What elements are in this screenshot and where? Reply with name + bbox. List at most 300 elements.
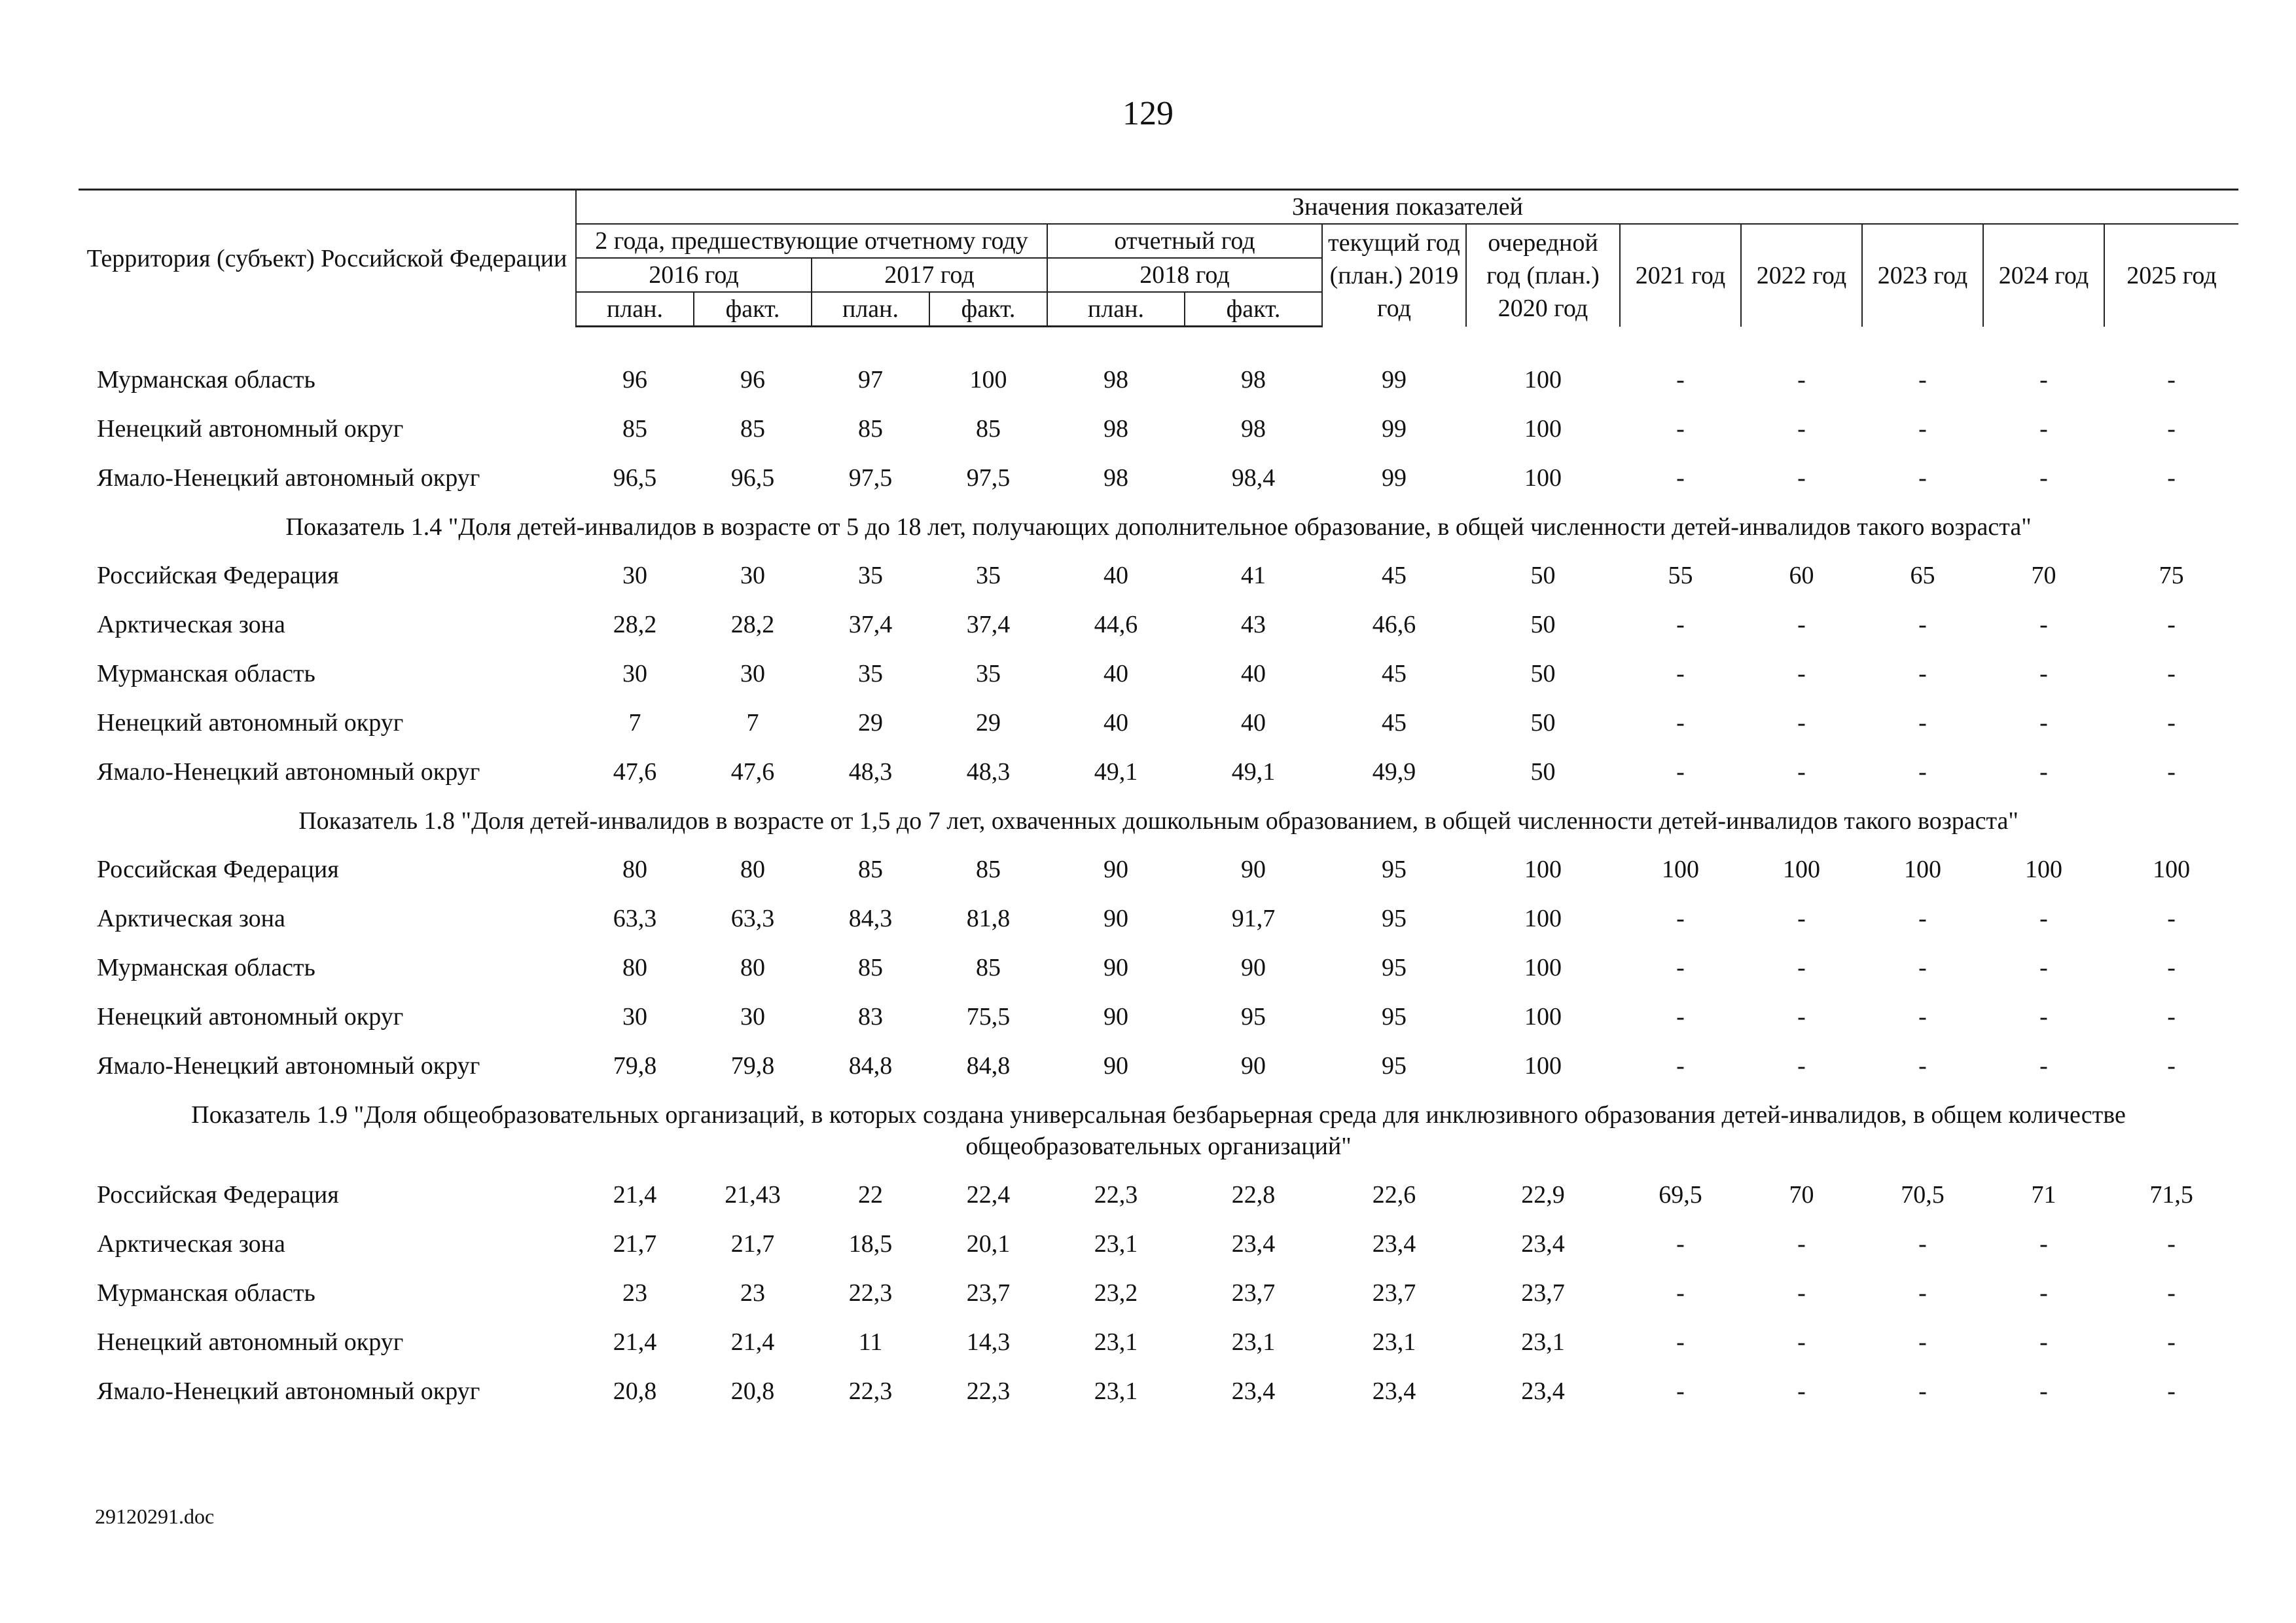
value-cell: -: [1797, 659, 1806, 687]
value-cell: 23,1: [1094, 1377, 1138, 1405]
value-cell: -: [1797, 1279, 1806, 1307]
value-cell: 99: [1382, 365, 1407, 393]
value-cell: -: [1918, 757, 1927, 786]
indicator-table: [79, 189, 2238, 1415]
value-cell: 49,1: [1094, 757, 1138, 786]
value-cell: -: [1918, 1377, 1927, 1405]
value-cell: 21,4: [613, 1328, 657, 1356]
value-cell: -: [1918, 464, 1927, 492]
value-cell: -: [1797, 757, 1806, 786]
value-cell: 23,7: [966, 1279, 1011, 1307]
value-cell: -: [1918, 365, 1927, 393]
value-cell: 98: [1103, 365, 1128, 393]
value-cell: -: [1797, 953, 1806, 981]
value-cell: 40: [1241, 659, 1266, 687]
value-cell: 80: [740, 953, 765, 981]
value-cell: -: [1918, 1230, 1927, 1258]
value-cell: -: [1676, 414, 1685, 443]
value-cell: 29: [858, 708, 883, 737]
value-cell: 90: [1103, 1051, 1128, 1080]
value-cell: 71,5: [2149, 1180, 2193, 1209]
value-cell: 90: [1103, 904, 1128, 932]
value-cell: 95: [1241, 1002, 1266, 1030]
territory-name: Российская Федерация: [97, 561, 339, 589]
value-cell: 98: [1241, 365, 1266, 393]
value-cell: 22,3: [1094, 1180, 1138, 1209]
plan-header: план.: [576, 292, 694, 327]
value-cell: 50: [1530, 757, 1556, 786]
indicator-title-row: [79, 796, 2238, 845]
indicator-title: Показатель 1.4 "Доля детей-инвалидов в возрасте от 5 до 18 лет, получающих дополнительное образование, в общей численности детей-инвалидов такого возраста": [285, 513, 2032, 541]
value-cell: 99: [1382, 464, 1407, 492]
preceding-years-header: 2 года, предшествующие отчетному году: [576, 224, 1047, 258]
value-cell: -: [1676, 708, 1685, 737]
value-cell: 98: [1103, 464, 1128, 492]
value-cell: 40: [1103, 659, 1128, 687]
value-cell: 100: [1524, 414, 1562, 443]
value-cell: -: [2039, 708, 2048, 737]
value-cell: 23,4: [1521, 1230, 1565, 1258]
territory-name: Ненецкий автономный округ: [97, 1002, 404, 1030]
table-row: [79, 355, 2238, 404]
value-cell: 96,5: [730, 464, 775, 492]
value-cell: 90: [1241, 1051, 1266, 1080]
value-cell: 95: [1382, 1051, 1407, 1080]
indicator-title: Показатель 1.8 "Доля детей-инвалидов в возрасте от 1,5 до 7 лет, охваченных дошкольным образованием, в общей численности детей-инвалидов такого возраста": [298, 807, 2018, 835]
value-cell: -: [1918, 904, 1927, 932]
value-cell: 21,4: [613, 1180, 657, 1209]
value-cell: -: [1676, 1230, 1685, 1258]
value-cell: 35: [976, 561, 1001, 589]
value-cell: -: [1797, 365, 1806, 393]
value-cell: -: [2039, 1051, 2048, 1080]
value-cell: 46,6: [1372, 610, 1416, 638]
value-cell: -: [1676, 757, 1685, 786]
value-cell: -: [1797, 464, 1806, 492]
value-cell: 20,8: [730, 1377, 775, 1405]
value-cell: 23,4: [1372, 1377, 1416, 1405]
value-cell: 81,8: [966, 904, 1011, 932]
territory-name: Мурманская область: [97, 953, 315, 981]
value-cell: -: [1797, 1230, 1806, 1258]
year-2016-header: 2016 год: [576, 258, 812, 292]
value-cell: 100: [1524, 1051, 1562, 1080]
territory-name: Арктическая зона: [97, 610, 285, 638]
value-cell: -: [1918, 1279, 1927, 1307]
value-cell: 85: [976, 414, 1001, 443]
value-cell: 21,7: [613, 1230, 657, 1258]
value-cell: 23,7: [1372, 1279, 1416, 1307]
value-cell: 49,9: [1372, 757, 1416, 786]
value-cell: 97,5: [966, 464, 1011, 492]
value-cell: 23: [740, 1279, 765, 1307]
value-cell: 35: [858, 659, 883, 687]
value-cell: 95: [1382, 1002, 1407, 1030]
territory-name: Ненецкий автономный округ: [97, 1328, 404, 1356]
value-cell: 55: [1668, 561, 1693, 589]
value-cell: 40: [1241, 708, 1266, 737]
value-cell: 90: [1241, 953, 1266, 981]
year-2021-header: 2021 год: [1620, 224, 1741, 327]
value-cell: 84,8: [848, 1051, 893, 1080]
value-cell: 75: [2159, 561, 2184, 589]
value-cell: 90: [1103, 953, 1128, 981]
value-cell: 30: [740, 1002, 765, 1030]
value-cell: 22,3: [848, 1279, 893, 1307]
value-cell: 44,6: [1094, 610, 1138, 638]
value-cell: 23,7: [1231, 1279, 1276, 1307]
value-cell: 100: [1524, 953, 1562, 981]
table-row: [79, 1317, 2238, 1366]
value-cell: 85: [858, 855, 883, 883]
year-2025-header: 2025 год: [2104, 224, 2238, 327]
value-cell: -: [1676, 659, 1685, 687]
value-cell: 100: [1524, 1002, 1562, 1030]
value-cell: 90: [1103, 855, 1128, 883]
value-cell: 85: [740, 414, 765, 443]
value-cell: 84,8: [966, 1051, 1011, 1080]
value-cell: -: [1676, 610, 1685, 638]
value-cell: -: [1797, 610, 1806, 638]
table-row: [79, 894, 2238, 943]
table-row: [79, 1041, 2238, 1090]
value-cell: 23: [622, 1279, 647, 1307]
value-cell: 23,1: [1094, 1328, 1138, 1356]
indicator-title-row: [79, 1090, 2238, 1170]
plan-header: план.: [812, 292, 929, 327]
fact-header: факт.: [929, 292, 1047, 327]
year-2023-header: 2023 год: [1862, 224, 1983, 327]
value-cell: 28,2: [613, 610, 657, 638]
value-cell: 23,1: [1231, 1328, 1276, 1356]
value-cell: -: [1918, 1051, 1927, 1080]
value-cell: -: [2039, 1230, 2048, 1258]
value-cell: 100: [2153, 855, 2191, 883]
value-cell: 14,3: [966, 1328, 1011, 1356]
year-2018-header: 2018 год: [1047, 258, 1322, 292]
value-cell: -: [2167, 1051, 2176, 1080]
value-cell: 22,3: [848, 1377, 893, 1405]
value-cell: -: [2039, 953, 2048, 981]
table-header: [79, 189, 2238, 327]
value-cell: 21,4: [730, 1328, 775, 1356]
fact-header: факт.: [694, 292, 812, 327]
table-row: [79, 600, 2238, 649]
value-cell: 30: [740, 561, 765, 589]
value-cell: 23,1: [1094, 1230, 1138, 1258]
territory-name: Ямало-Ненецкий автономный округ: [97, 1051, 480, 1080]
territory-name: Ямало-Ненецкий автономный округ: [97, 464, 480, 492]
value-cell: 50: [1530, 659, 1556, 687]
table-row: [79, 992, 2238, 1041]
value-cell: 22,6: [1372, 1180, 1416, 1209]
value-cell: 48,3: [848, 757, 893, 786]
value-cell: 45: [1382, 708, 1407, 737]
value-cell: 47,6: [613, 757, 657, 786]
indicator-title-row: [79, 502, 2238, 551]
current-year-header: текущий год (план.) 2019 год: [1322, 224, 1466, 327]
value-cell: -: [2167, 757, 2176, 786]
territory-column-header: Территория (субъект) Российской Федерации: [79, 190, 576, 327]
value-cell: 22: [858, 1180, 883, 1209]
value-cell: 23,4: [1231, 1377, 1276, 1405]
value-cell: 71: [2031, 1180, 2056, 1209]
value-cell: 23,4: [1372, 1230, 1416, 1258]
value-cell: 45: [1382, 659, 1407, 687]
table-row: [79, 845, 2238, 894]
value-cell: 85: [976, 855, 1001, 883]
value-cell: 35: [858, 561, 883, 589]
value-cell: 100: [1524, 855, 1562, 883]
value-cell: 91,7: [1231, 904, 1276, 932]
value-cell: -: [1797, 1002, 1806, 1030]
value-cell: -: [1676, 1002, 1685, 1030]
value-cell: 100: [1524, 365, 1562, 393]
year-2024-header: 2024 год: [1983, 224, 2104, 327]
value-cell: 30: [622, 1002, 647, 1030]
value-cell: -: [2167, 1230, 2176, 1258]
value-cell: 95: [1382, 953, 1407, 981]
value-cell: -: [2039, 904, 2048, 932]
value-cell: -: [1918, 953, 1927, 981]
value-cell: 18,5: [848, 1230, 893, 1258]
table-row: [79, 404, 2238, 453]
value-cell: 40: [1103, 561, 1128, 589]
table-row: [79, 747, 2238, 796]
value-cell: 98,4: [1231, 464, 1276, 492]
value-cell: -: [2167, 1377, 2176, 1405]
value-cell: -: [1918, 1002, 1927, 1030]
territory-name: Российская Федерация: [97, 1180, 339, 1209]
value-cell: -: [1918, 1328, 1927, 1356]
value-cell: 70,5: [1901, 1180, 1945, 1209]
value-cell: 21,43: [725, 1180, 781, 1209]
table-row: [79, 943, 2238, 992]
value-cell: 30: [740, 659, 765, 687]
value-cell: 90: [1241, 855, 1266, 883]
territory-name: Ненецкий автономный округ: [97, 708, 404, 737]
value-cell: 100: [1783, 855, 1820, 883]
value-cell: -: [2039, 610, 2048, 638]
next-year-header: очередной год (план.) 2020 год: [1466, 224, 1620, 327]
value-cell: 83: [858, 1002, 883, 1030]
table-row: [79, 1366, 2238, 1415]
value-cell: 85: [622, 414, 647, 443]
value-cell: -: [1676, 904, 1685, 932]
territory-name: Мурманская область: [97, 365, 315, 393]
value-cell: 50: [1530, 561, 1556, 589]
value-cell: -: [2167, 1279, 2176, 1307]
value-cell: -: [1797, 414, 1806, 443]
value-cell: 29: [976, 708, 1001, 737]
value-cell: 23,2: [1094, 1279, 1138, 1307]
value-cell: 30: [622, 659, 647, 687]
value-cell: 95: [1382, 904, 1407, 932]
value-cell: 98: [1103, 414, 1128, 443]
value-cell: 60: [1789, 561, 1814, 589]
value-cell: 22,9: [1521, 1180, 1565, 1209]
value-cell: 50: [1530, 610, 1556, 638]
value-cell: -: [2039, 1279, 2048, 1307]
value-cell: -: [2167, 708, 2176, 737]
value-cell: -: [1918, 659, 1927, 687]
table-row: [79, 1170, 2238, 1219]
value-cell: 79,8: [730, 1051, 775, 1080]
value-cell: 45: [1382, 561, 1407, 589]
value-cell: 37,4: [966, 610, 1011, 638]
value-cell: -: [2167, 610, 2176, 638]
value-cell: -: [2039, 659, 2048, 687]
value-cell: -: [1676, 1051, 1685, 1080]
value-cell: 100: [1662, 855, 1699, 883]
value-cell: 23,1: [1521, 1328, 1565, 1356]
value-cell: -: [1918, 708, 1927, 737]
value-cell: 97: [858, 365, 883, 393]
value-cell: 97,5: [848, 464, 893, 492]
value-cell: -: [2167, 953, 2176, 981]
value-cell: 80: [740, 855, 765, 883]
page-number: 129: [1122, 95, 1174, 132]
value-cell: -: [1676, 1328, 1685, 1356]
value-cell: 41: [1241, 561, 1266, 589]
value-cell: 90: [1103, 1002, 1128, 1030]
value-cell: 23,4: [1521, 1377, 1565, 1405]
value-cell: -: [2167, 1328, 2176, 1356]
territory-name: Арктическая зона: [97, 1230, 285, 1258]
value-cell: -: [1797, 1328, 1806, 1356]
document-filename: 29120291.doc: [95, 1504, 215, 1528]
value-cell: 85: [976, 953, 1001, 981]
territory-name: Ненецкий автономный округ: [97, 414, 404, 443]
value-cell: 100: [2025, 855, 2062, 883]
reporting-year-header: отчетный год: [1047, 224, 1322, 258]
value-cell: 96,5: [613, 464, 657, 492]
territory-name: Российская Федерация: [97, 855, 339, 883]
value-cell: 47,6: [730, 757, 775, 786]
value-cell: 23,4: [1231, 1230, 1276, 1258]
table-row: [79, 1268, 2238, 1317]
value-cell: 7: [746, 708, 759, 737]
value-cell: -: [2167, 659, 2176, 687]
year-2017-header: 2017 год: [812, 258, 1047, 292]
value-cell: 50: [1530, 708, 1556, 737]
value-cell: -: [2039, 1002, 2048, 1030]
value-cell: 48,3: [966, 757, 1011, 786]
value-cell: 85: [858, 414, 883, 443]
table-row: [79, 649, 2238, 698]
plan-header: план.: [1047, 292, 1185, 327]
value-cell: -: [1797, 708, 1806, 737]
value-cell: 69,5: [1659, 1180, 1702, 1209]
value-cell: 28,2: [730, 610, 775, 638]
value-cell: 40: [1103, 708, 1128, 737]
value-cell: 22,3: [966, 1377, 1011, 1405]
value-cell: -: [2039, 464, 2048, 492]
value-cell: -: [2039, 1377, 2048, 1405]
table-row: [79, 1219, 2238, 1268]
value-cell: 70: [2031, 561, 2056, 589]
spacer-row: [79, 327, 2238, 355]
value-cell: -: [1676, 1377, 1685, 1405]
value-cell: 23,7: [1521, 1279, 1565, 1307]
value-cell: 37,4: [848, 610, 893, 638]
value-cell: 63,3: [730, 904, 775, 932]
table-row: [79, 698, 2238, 747]
value-cell: 95: [1382, 855, 1407, 883]
territory-name: Ямало-Ненецкий автономный округ: [97, 757, 480, 786]
territory-name: Арктическая зона: [97, 904, 285, 932]
value-cell: 100: [1524, 464, 1562, 492]
value-cell: 21,7: [730, 1230, 775, 1258]
value-cell: 100: [1524, 904, 1562, 932]
value-cell: 80: [622, 953, 647, 981]
value-cell: 80: [622, 855, 647, 883]
value-cell: -: [1797, 1377, 1806, 1405]
value-cell: 96: [622, 365, 647, 393]
value-cell: -: [2167, 464, 2176, 492]
value-cell: 99: [1382, 414, 1407, 443]
value-cell: 65: [1910, 561, 1935, 589]
value-cell: -: [2039, 365, 2048, 393]
table-body: [79, 327, 2238, 1415]
value-cell: 79,8: [613, 1051, 657, 1080]
value-cell: 70: [1789, 1180, 1814, 1209]
value-cell: 7: [628, 708, 641, 737]
value-cell: 22,8: [1231, 1180, 1276, 1209]
value-cell: -: [2039, 757, 2048, 786]
table-row: [79, 453, 2238, 502]
value-cell: 63,3: [613, 904, 657, 932]
value-cell: 11: [858, 1328, 883, 1356]
value-cell: 100: [1904, 855, 1941, 883]
fact-header: факт.: [1185, 292, 1322, 327]
indicator-title: Показатель 1.9 "Доля общеобразовательных организаций, в которых создана универсальная безбарьерная среда для инклюзивного образования детей-инвалидов, в общем количестве общеобразовательных организаций": [191, 1101, 2126, 1160]
value-cell: 20,8: [613, 1377, 657, 1405]
value-cell: -: [2167, 904, 2176, 932]
value-cell: 85: [858, 953, 883, 981]
values-title: Значения показателей: [576, 190, 2238, 225]
value-cell: 84,3: [848, 904, 893, 932]
value-cell: 22,4: [966, 1180, 1011, 1209]
table-row: [79, 551, 2238, 600]
value-cell: -: [2167, 365, 2176, 393]
value-cell: -: [1797, 904, 1806, 932]
value-cell: 75,5: [966, 1002, 1011, 1030]
value-cell: 49,1: [1231, 757, 1276, 786]
value-cell: -: [2167, 1002, 2176, 1030]
value-cell: 43: [1241, 610, 1266, 638]
territory-name: Мурманская область: [97, 659, 315, 687]
value-cell: 96: [740, 365, 765, 393]
value-cell: 98: [1241, 414, 1266, 443]
value-cell: -: [1797, 1051, 1806, 1080]
value-cell: -: [2039, 1328, 2048, 1356]
value-cell: -: [1676, 464, 1685, 492]
value-cell: -: [2039, 414, 2048, 443]
territory-name: Мурманская область: [97, 1279, 315, 1307]
value-cell: 20,1: [966, 1230, 1011, 1258]
value-cell: -: [1676, 365, 1685, 393]
value-cell: 100: [969, 365, 1007, 393]
value-cell: 30: [622, 561, 647, 589]
value-cell: -: [1676, 1279, 1685, 1307]
value-cell: 23,1: [1372, 1328, 1416, 1356]
value-cell: 35: [976, 659, 1001, 687]
year-2022-header: 2022 год: [1741, 224, 1862, 327]
value-cell: -: [2167, 414, 2176, 443]
value-cell: -: [1918, 414, 1927, 443]
value-cell: -: [1918, 610, 1927, 638]
